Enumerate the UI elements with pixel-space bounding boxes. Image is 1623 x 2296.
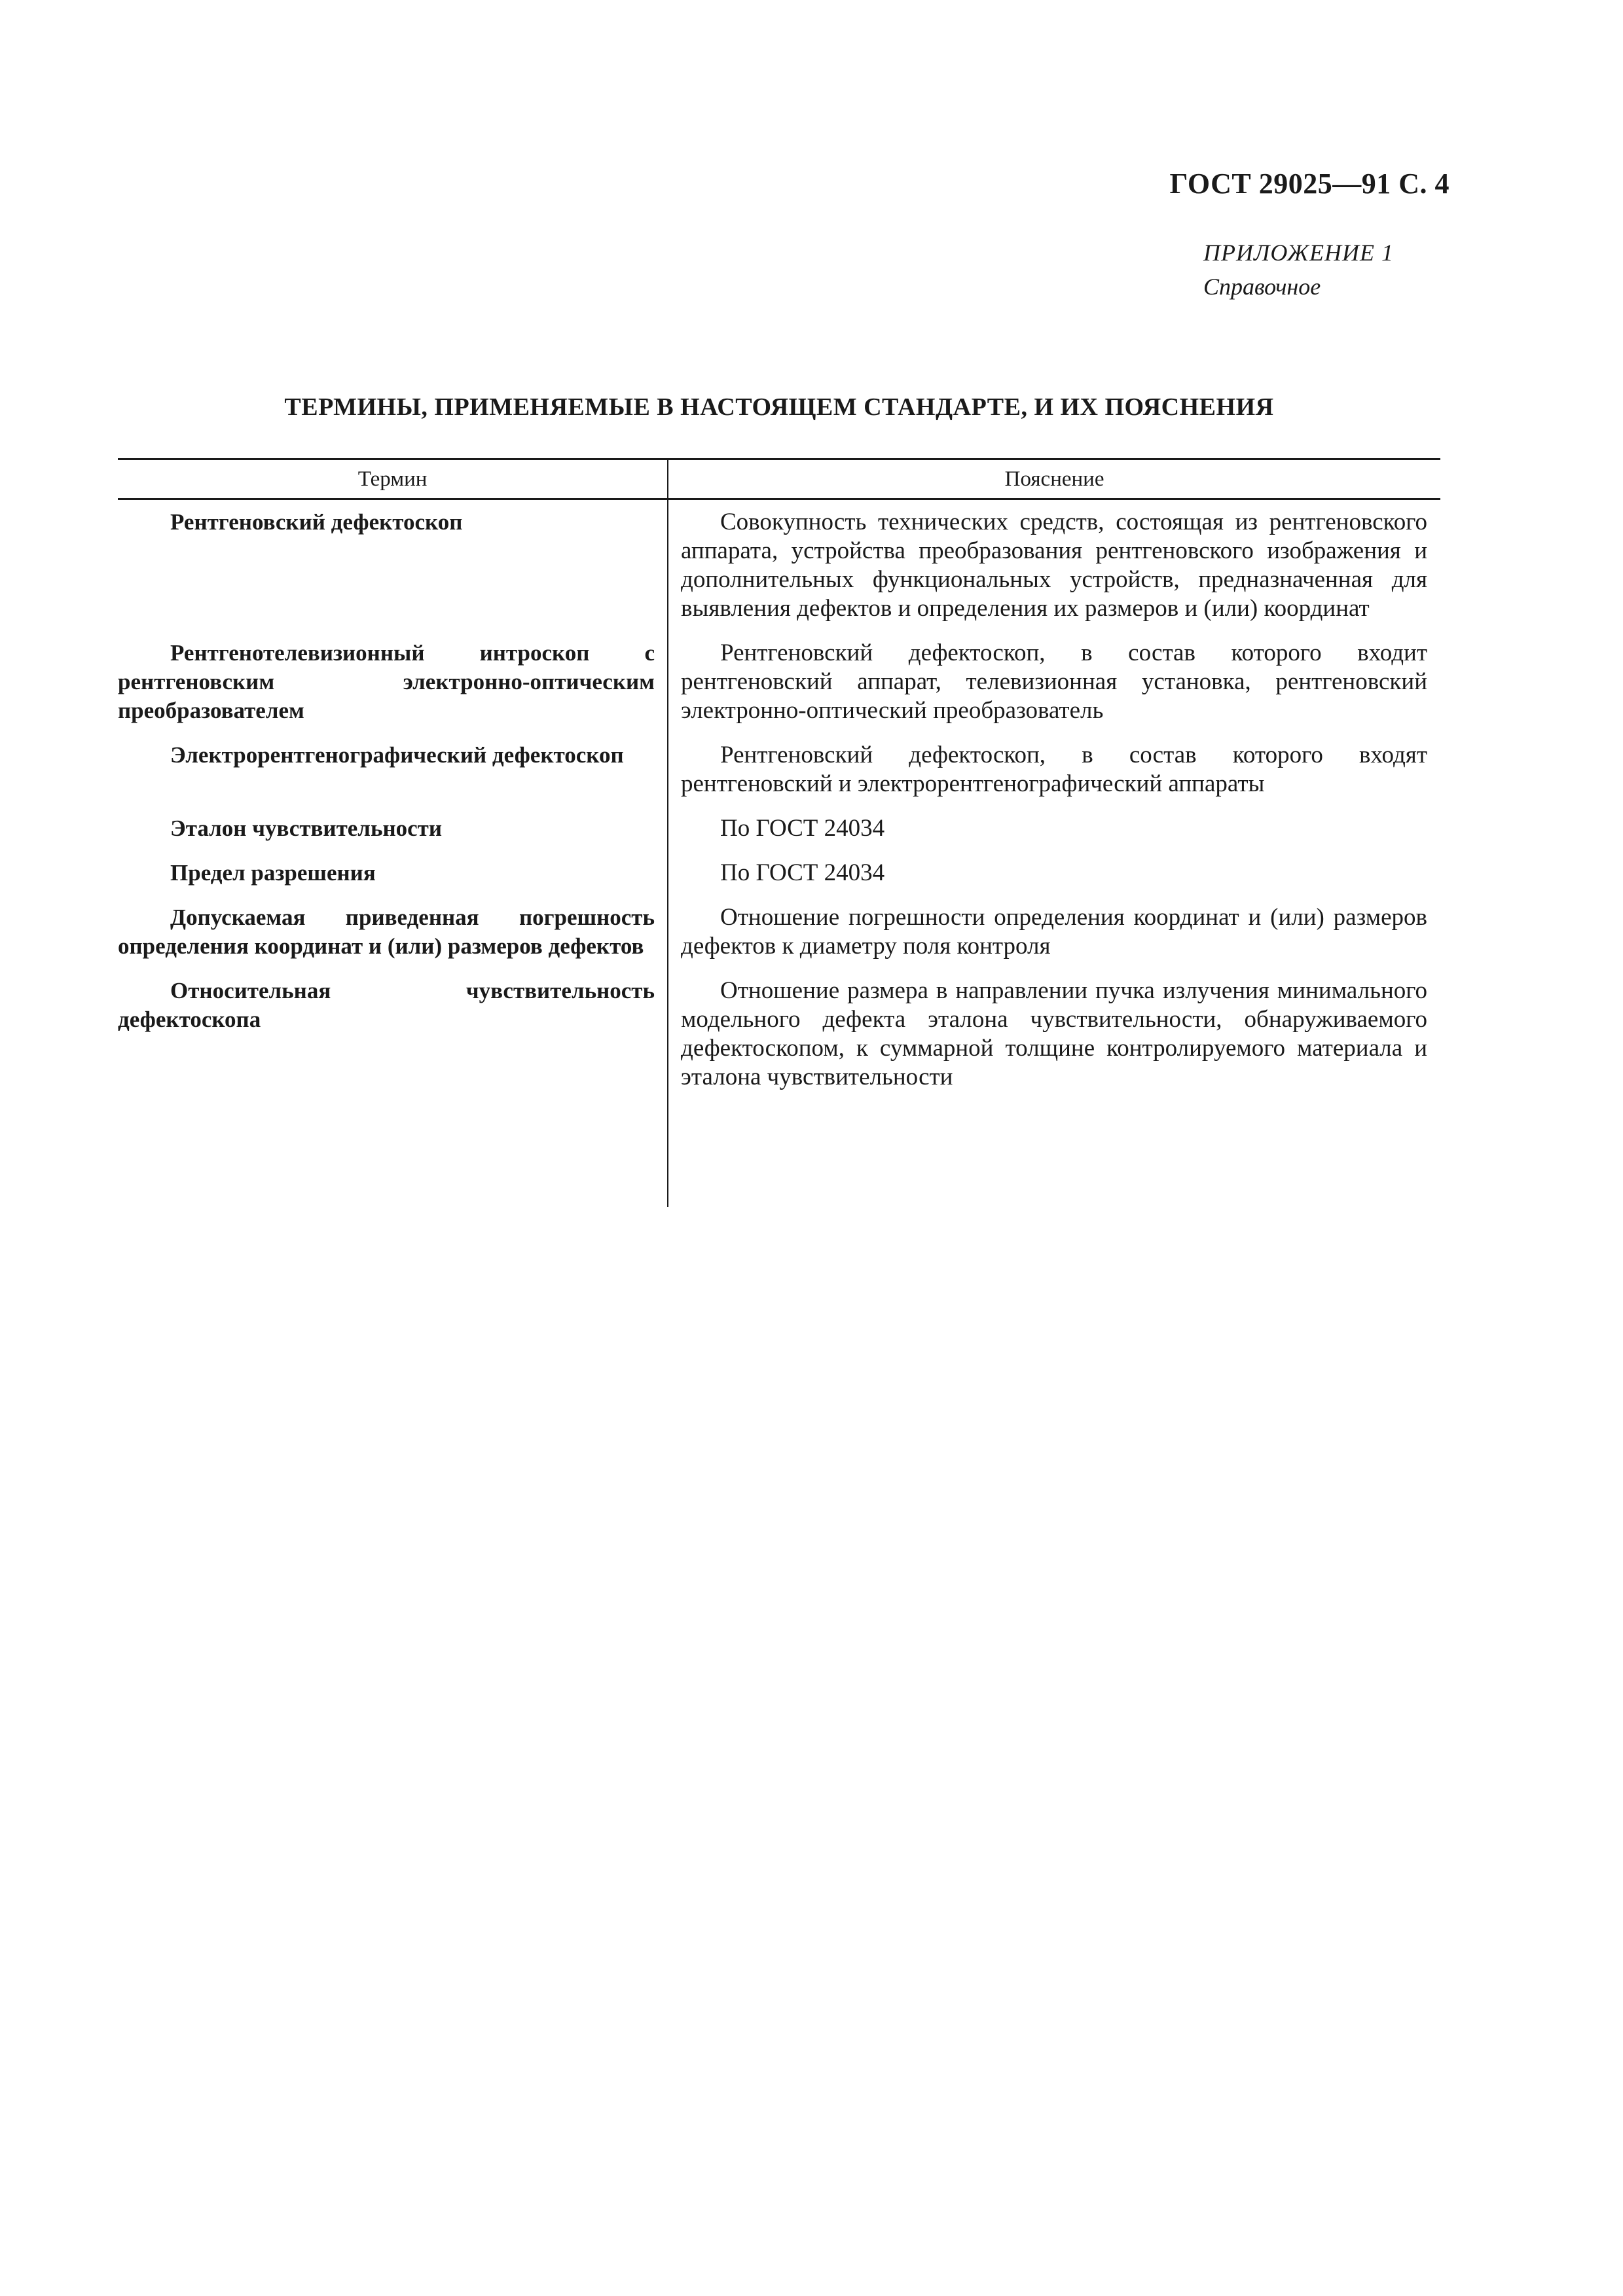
appendix-type: Справочное — [1203, 274, 1321, 300]
explanation-cell: Рентгеновский дефектоскоп, в состав которого входят рентгеновский и электрорентгенографический аппараты — [681, 742, 1427, 797]
explanation-cell: Совокупность технических средств, состоящая из рентгеновского аппарата, устройства преобразования рентгеновского изображения и дополнительных функциональных устройств, предназначенная для выявления дефектов и определения их размеров и (или) координат — [681, 509, 1427, 622]
explanation-cell: По ГОСТ 24034 — [720, 815, 885, 842]
term-cell: Рентгенотелевизионный интроскоп с рентгеновским электронно-оптическим преобразователем — [118, 640, 655, 723]
term-cell: Эталон чувствительности — [170, 816, 443, 841]
appendix-number: ПРИЛОЖЕНИЕ 1 — [1203, 240, 1394, 266]
table-row — [118, 508, 1440, 623]
explanation-cell: Отношение размера в направлении пучка излучения минимального модельного дефекта эталона чувствительности, обнаруживаемого дефектоскопом, к суммарной толщине контролируемого материала и эталона чувствительности — [681, 977, 1427, 1090]
terms-table — [118, 458, 1440, 1107]
table-row — [118, 741, 1440, 798]
page-title: ТЕРМИНЫ, ПРИМЕНЯЕМЫЕ В НАСТОЯЩЕМ СТАНДАРТЕ, И ИХ ПОЯСНЕНИЯ — [284, 393, 1274, 421]
column-header-explanation: Пояснение — [1004, 467, 1104, 491]
column-header-term: Термин — [118, 460, 668, 498]
term-cell: Рентгеновский дефектоскоп — [170, 509, 463, 535]
table-row — [118, 814, 1440, 843]
term-cell: Предел разрешения — [170, 860, 376, 886]
explanation-cell: Рентгеновский дефектоскоп, в состав которого входит рентгеновский аппарат, телевизионная установка, рентгеновский электронно-оптический преобразователь — [681, 639, 1427, 724]
explanation-cell: Отношение погрешности определения координат и (или) размеров дефектов к диаметру поля контроля — [681, 904, 1427, 960]
table-row — [118, 903, 1440, 961]
term-cell: Относительная чувствительность дефектоскопа — [118, 978, 655, 1032]
table-row — [118, 639, 1440, 725]
column-divider — [667, 500, 668, 1207]
document-header: ГОСТ 29025—91 С. 4 — [1169, 168, 1450, 200]
term-cell: Допускаемая приведенная погрешность определения координат и (или) размеров дефектов — [118, 905, 655, 959]
table-row — [118, 977, 1440, 1092]
table-body — [118, 500, 1440, 1092]
table-header — [118, 458, 1440, 500]
term-cell: Электрорентгенографический дефектоскоп — [170, 742, 624, 768]
appendix-label — [1203, 236, 1394, 304]
table-row — [118, 859, 1440, 888]
explanation-cell: По ГОСТ 24034 — [720, 859, 885, 886]
